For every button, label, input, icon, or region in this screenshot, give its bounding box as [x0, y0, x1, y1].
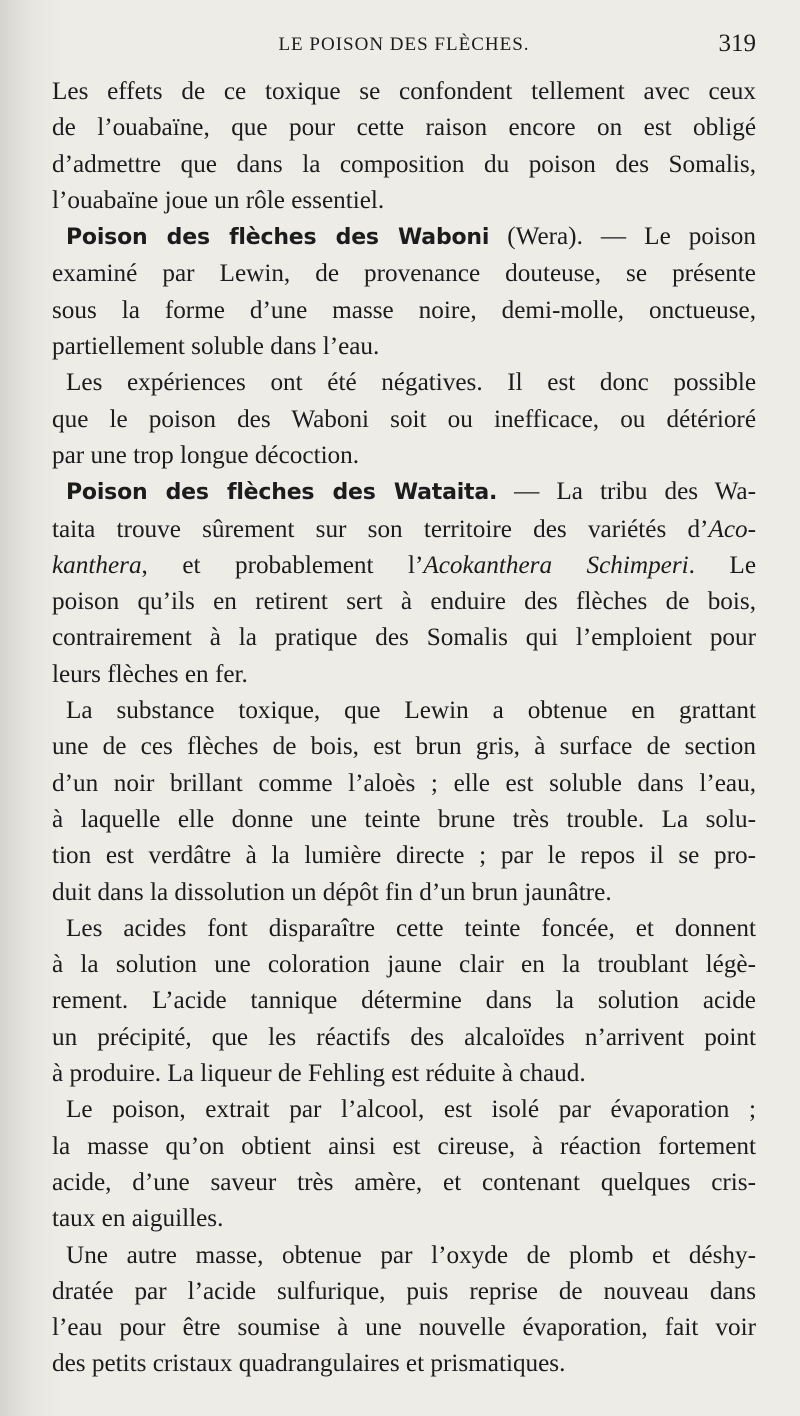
text-run: l’ouabaïne joue un rôle essentiel. — [52, 186, 385, 214]
text-run: Le poison, extrait par l’alcool, est isolé par évaporation ; — [66, 1096, 756, 1124]
text-line — [52, 110, 756, 146]
text-run: une de ces flèches de bois, est brun gris, à surface de section — [52, 733, 756, 761]
text-run: de l’ouabaïne, que pour cette raison encore on est obligé — [52, 114, 756, 142]
text-run: d’un noir brillant comme l’aloès ; elle est soluble dans l’eau, — [52, 769, 756, 797]
italic-term: kanthera — [52, 551, 142, 579]
text-run: Les acides font disparaître cette teinte foncée, et donnent — [66, 914, 756, 942]
text-run: , et probablement l’ — [141, 551, 424, 579]
text-line — [52, 1274, 756, 1310]
text-line — [52, 365, 756, 401]
text-run: contrairement à la pratique des Somalis qui l’emploient pour — [52, 624, 756, 652]
text-run: La substance toxique, que Lewin a obtenue en grattant — [66, 697, 756, 725]
text-run: à laquelle elle donne une teinte brune très trouble. La solu- — [52, 805, 756, 833]
italic-term: Aco- — [708, 515, 756, 543]
text-line — [52, 1238, 756, 1274]
running-header — [52, 30, 756, 64]
text-line — [52, 983, 756, 1019]
section-heading-line — [52, 474, 756, 511]
text-run: sous la forme d’une masse noire, demi-molle, onctueuse, — [52, 296, 756, 324]
text-line — [52, 875, 756, 911]
text-line — [52, 1020, 756, 1056]
running-title: LE POISON DES FLÈCHES. — [278, 34, 530, 55]
paragraph-waboni-results — [52, 365, 756, 474]
text-line — [52, 1346, 756, 1382]
text-line — [52, 1201, 756, 1237]
text-run: Les effets de ce toxique se confondent tellement avec ceux — [52, 78, 756, 105]
text-run: par une trop longue décoction. — [52, 441, 360, 469]
text-line — [52, 183, 756, 219]
text-line — [52, 657, 756, 693]
text-run: des petits cristaux quadrangulaires et prismatiques. — [52, 1350, 566, 1378]
text-run: leurs flèches en fer. — [52, 660, 248, 688]
text-line — [52, 256, 756, 292]
paragraph-autre-masse — [52, 1238, 756, 1383]
italic-term: Acokanthera Schimperi — [423, 551, 689, 579]
text-line — [52, 838, 756, 874]
text-line — [52, 1165, 756, 1201]
section-wataita — [52, 474, 756, 693]
text-line — [52, 1129, 756, 1165]
text-run: taita trouve sûrement sur son territoire des variétés d’ — [52, 515, 709, 543]
text-line — [52, 584, 756, 620]
text-line — [52, 802, 756, 838]
text-run: taux en aiguilles. — [52, 1205, 224, 1233]
text-line — [52, 693, 756, 729]
text-run: rement. L’acide tannique détermine dans la solution acide — [52, 987, 756, 1015]
text-run: acide, d’une saveur très amère, et contenant quelques cris- — [52, 1168, 756, 1196]
text-line — [52, 329, 756, 365]
text-line — [52, 74, 756, 110]
text-run: Une autre masse, obtenue par l’oxyde de plomb et déshy- — [66, 1241, 756, 1269]
text-line — [52, 947, 756, 983]
text-run: à produire. La liqueur de Fehling est réduite à chaud. — [52, 1060, 586, 1088]
paragraph-acides — [52, 911, 756, 1092]
text-run: à la solution une coloration jaune clair en la troublant légè- — [52, 951, 756, 979]
text-run: . Le — [688, 551, 756, 579]
section-heading: Poison des flèches des Wataita. — [66, 480, 498, 506]
text-line — [52, 402, 756, 438]
text-run: examiné par Lewin, de provenance douteuse, se présente — [52, 260, 756, 288]
text-run: Les expériences ont été négatives. Il est donc possible — [66, 369, 756, 397]
text-run: un précipité, que les réactifs des alcaloïdes n’arrivent point — [52, 1023, 756, 1051]
text-run: poison qu’ils en retirent sert à enduire des flèches de bois, — [52, 588, 756, 616]
text-line — [52, 1310, 756, 1346]
text-line — [52, 438, 756, 474]
text-run: duit dans la dissolution un dépôt fin d’un brun jaunâtre. — [52, 878, 612, 906]
page-number: 319 — [718, 30, 756, 57]
paragraph-substance — [52, 693, 756, 911]
text-run: la masse qu’on obtient ainsi est cireuse, à réaction fortement — [52, 1132, 756, 1160]
text-line — [52, 911, 756, 947]
body-text — [52, 74, 756, 1383]
section-heading-line — [52, 219, 756, 256]
text-line — [52, 548, 756, 584]
section-waboni — [52, 219, 756, 365]
text-line — [52, 293, 756, 329]
text-line — [52, 1092, 756, 1128]
text-line — [52, 1056, 756, 1092]
text-run: l’eau pour être soumise à une nouvelle évaporation, fait voir — [52, 1314, 756, 1342]
text-line — [52, 620, 756, 656]
text-run: dratée par l’acide sulfurique, puis reprise de nouveau dans — [52, 1277, 756, 1305]
text-run: que le poison des Waboni soit ou inefficace, ou détérioré — [52, 405, 756, 433]
text-run: tion est verdâtre à la lumière directe ; par le repos il se pro- — [52, 842, 756, 870]
paragraph-ouabaine — [52, 74, 756, 219]
section-heading: Poison des flèches des Waboni — [66, 225, 490, 251]
text-line — [52, 766, 756, 802]
text-line — [52, 729, 756, 765]
text-line — [52, 512, 756, 548]
text-run: — La tribu des Wa- — [497, 478, 756, 506]
text-run: d’admettre que dans la composition du poison des Somalis, — [52, 150, 756, 178]
text-run: partiellement soluble dans l’eau. — [52, 333, 380, 361]
text-line — [52, 147, 756, 183]
text-run: (Wera). — Le poison — [489, 223, 756, 251]
paragraph-alcool — [52, 1092, 756, 1237]
